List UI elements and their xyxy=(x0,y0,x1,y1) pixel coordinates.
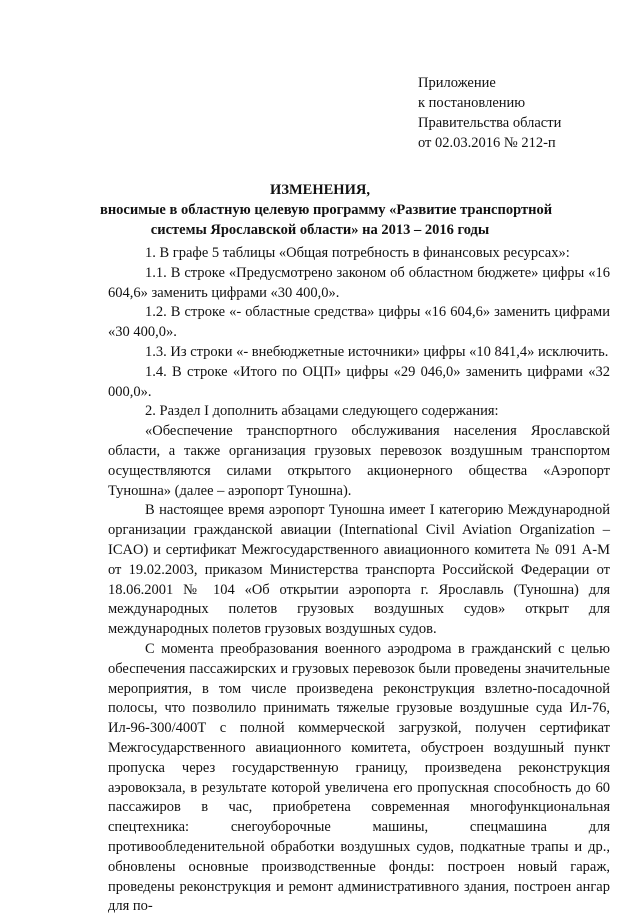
paragraph: 1.3. Из строки «- внебюджетные источники» цифры «10 841,4» исключить. xyxy=(145,343,609,360)
paragraph: С момента преобразования военного аэродрома в гражданский с целью обеспечения пассажирских и грузовых перевозок были проведены значительные мероприятия, в том числе произведена реконструкция взлетно-посадочной полосы, что позволило принимать тяжелые грузовые воздушные суда Ил-76, Ил-96-300/400Т с полной коммерческой загрузкой, получен сертификат Межгосударственного авиационного комитета, обустроен воздушный пункт пропуска через государственную границу, произведена реконструкция аэровокзала, в результате которой увеличена его пропускная способность до 60 пассажиров в час, приобретена современная многофункциональная спецтехника: снегоуборочные машины, спецмашина для противообледенительной обработки воздушных судов, подкатные трапы и др., обновлены основные производственные фонды: построен новый гараж, проведены реконструкция и ремонт административного здания, построен ангар для по- xyxy=(108,640,610,915)
appendix-line: от 02.03.2016 № 212-п xyxy=(418,135,556,151)
document-body xyxy=(108,244,610,917)
document-title xyxy=(100,180,553,240)
appendix-line: к постановлению xyxy=(418,95,526,111)
paragraph: В настоящее время аэропорт Туношна имеет I категорию Международной организации гражданской авиации (International Civil Aviation Organization – ICAO) и сертификат Межгосударственного авиационного комитета № 091 А-М от 19.02.2003, приказом Министерства транспорта Российской Федерации от 18.06.2001 № 104 «Об открытии аэропорта г. Ярославль (Туношна) для международных полетов грузовых воздушных судов» открыт для международных полетов грузовых воздушных судов. xyxy=(108,502,610,638)
paragraph: 1.1. В строке «Предусмотрено законом об областном бюджете» цифры «16 604,6» заменить цифрами «30 400,0». xyxy=(108,264,610,301)
paragraph: «Обеспечение транспортного обслуживания населения Ярославской области, а также организация грузовых перевозок воздушным транспортом осуществляются силами открытого акционерного общества «Аэропорт Туношна» (далее – аэропорт Туношна). xyxy=(108,423,610,499)
paragraph: 1.2. В строке «- областные средства» цифры «16 604,6» заменить цифрами «30 400,0». xyxy=(108,304,610,341)
appendix-line: Приложение xyxy=(418,75,496,91)
title-heading: ИЗМЕНЕНИЯ, xyxy=(270,182,370,198)
title-line: системы Ярославской области» на 2013 – 2016 годы xyxy=(150,222,490,238)
paragraph: 1. В графе 5 таблицы «Общая потребность в финансовых ресурсах»: xyxy=(145,245,570,261)
appendix-block xyxy=(418,73,561,153)
paragraph: 2. Раздел I дополнить абзацами следующего содержания: xyxy=(145,403,499,420)
paragraph: 1.4. В строке «Итого по ОЦП» цифры «29 046,0» заменить цифрами «32 000,0». xyxy=(108,363,610,400)
appendix-line: Правительства области xyxy=(418,115,562,131)
title-line: вносимые в областную целевую программу «Развитие транспортной xyxy=(100,202,553,218)
